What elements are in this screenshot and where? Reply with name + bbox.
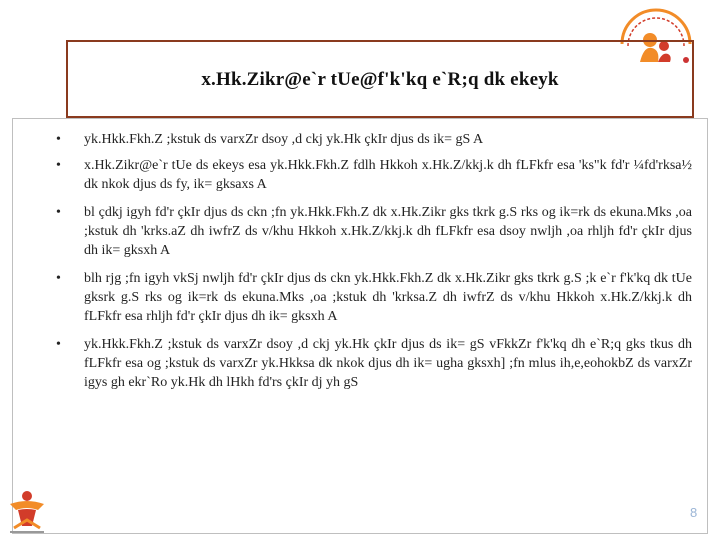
bullet-item <box>56 156 692 194</box>
bullet-item <box>56 130 692 149</box>
bullet-text: yk.Hkk.Fkh.Z ;kstuk ds varxZr dsoy ,d ckj yk.Hk çkIr djus ds ik= gS A <box>84 132 484 147</box>
page-number: 8 <box>690 505 698 520</box>
bullet-dot: • <box>56 337 61 352</box>
bullet-dot: • <box>56 132 61 147</box>
bullet-dot: • <box>56 271 61 286</box>
bullet-text: blh rjg ;fn igyh vkSj nwljh fd'r çkIr djus ds ckn yk.Hkk.Fkh.Z dk x.Hk.Zikr gks tkrk g.S ;k e`r f'k'kq dk tUe gksrk g.S rks og ik=rk ds ekuna.Mks ,oa ;kstuk dh 'krksa.Z dh iwfrZ ds v/khu Hkkoh x.Hk.Z/kkj.k dh fLFkfr esa rhljh fd'r çkIr djus dh ik= gksxh A <box>84 271 692 324</box>
bullet-dot: • <box>56 205 61 220</box>
slide-title: x.Hk.Zikr@e`r tUe@f'k'kq e`R;q dk ekeyk <box>201 69 559 90</box>
bullet-item <box>56 335 692 392</box>
bullet-text: x.Hk.Zikr@e`r tUe ds ekeys esa yk.Hkk.Fkh.Z fdlh Hkkoh x.Hk.Z/kkj.k dh fLFkfr esa 'ks"k fd'r ¼fd'rksa½ dk nkok djus ds fy, ik= gksaxs A <box>84 158 692 192</box>
bullet-list <box>56 130 692 392</box>
title-box <box>66 40 694 118</box>
bullet-text: bl çdkj igyh fd'r çkIr djus ds ckn ;fn yk.Hkk.Fkh.Z dk x.Hk.Zikr gks tkrk g.S rks og ik=rk ds ekuna.Mks ,oa ;kstuk dh 'krks.aZ dh iwfrZ ds v/khu Hkkoh x.Hk.Z/kkj.k dh fLFkfr esa dsoy nwljh ,oa rhljh fd'r çkIr djus dh ik= gksxh A <box>84 205 692 258</box>
bullet-item <box>56 269 692 326</box>
bullet-dot: • <box>56 158 61 173</box>
bullet-item <box>56 203 692 260</box>
bullet-text: yk.Hkk.Fkh.Z ;kstuk ds varxZr dsoy ,d ckj yk.Hk çkIr djus ds ik= gS vFkkZr f'k'kq dh e`R;q gks tkus dh fLFkfr esa og ;kstuk ds varxZr yk.Hkksa dk nkok djus dh ik= ugha gksxh] ;fn mlus ih,e,eohokbZ ds varxZr igys gh ekr`Ro yk.Hk dh lHkh fd'rs çkIr dj yh gS <box>84 337 692 390</box>
ministry-logo-icon <box>4 488 50 536</box>
